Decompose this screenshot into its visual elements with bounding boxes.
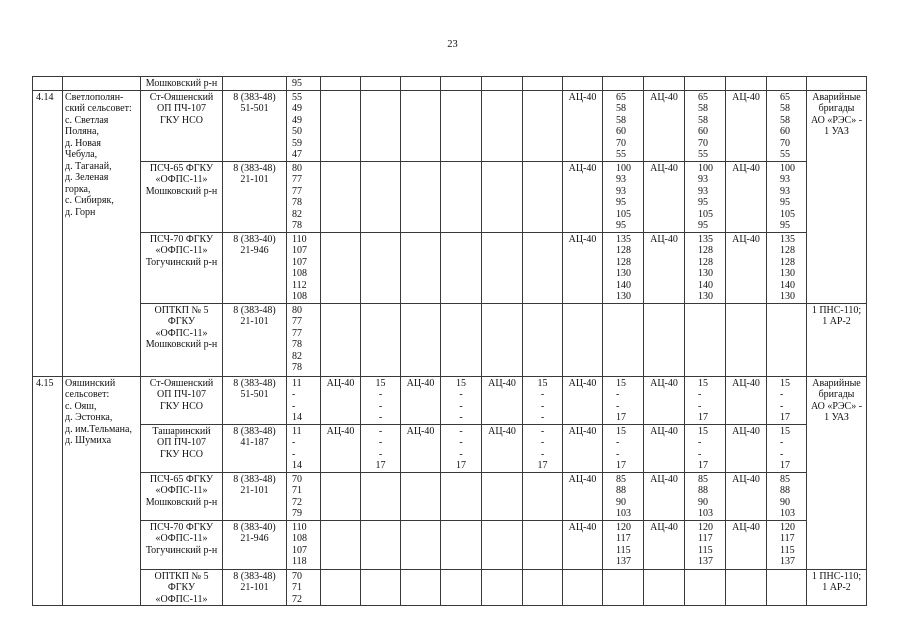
fire-unit-cell: Ст-Ояшенский ОП ПЧ-107 ГКУ НСО bbox=[141, 376, 223, 424]
time-cell: 11 - - 14 bbox=[287, 376, 321, 424]
empty-cell bbox=[523, 520, 563, 569]
time-cell: 70 71 72 bbox=[287, 569, 321, 606]
empty-cell bbox=[441, 90, 482, 161]
values-cell: 85 88 90 103 bbox=[685, 472, 726, 520]
vehicle-cell: АЦ-40 bbox=[726, 90, 767, 161]
table-row bbox=[33, 520, 867, 569]
time-cell: 70 71 72 79 bbox=[287, 472, 321, 520]
empty-cell bbox=[482, 232, 523, 303]
fire-unit-cell: ПСЧ-65 ФГКУ «ОФПС-11» Мошковский р-н bbox=[141, 161, 223, 232]
vehicle-cell: АЦ-40 bbox=[563, 520, 603, 569]
settlement-cell: Светлополян- ский сельсовет: с. Светлая Поляна, д. Новая Чебула, д. Таганай, д. Зеленая горка, с. Сибиряк, д. Горн bbox=[63, 90, 141, 376]
empty-cell bbox=[644, 303, 685, 376]
empty-cell bbox=[361, 569, 401, 606]
empty-cell bbox=[482, 161, 523, 232]
vehicle-cell: АЦ-40 bbox=[563, 90, 603, 161]
empty-cell bbox=[401, 232, 441, 303]
table-row bbox=[33, 90, 867, 161]
empty-cell bbox=[523, 90, 563, 161]
empty-cell bbox=[441, 520, 482, 569]
phone-cell: 8 (383-48) 21-101 bbox=[223, 161, 287, 232]
vehicle-cell: АЦ-40 bbox=[726, 424, 767, 472]
values-cell: 120 117 115 137 bbox=[603, 520, 644, 569]
empty-cell bbox=[401, 569, 441, 606]
empty-cell bbox=[321, 161, 361, 232]
empty-cell bbox=[401, 303, 441, 376]
fire-unit-cell: Ташаринский ОП ПЧ-107 ГКУ НСО bbox=[141, 424, 223, 472]
empty-cell bbox=[523, 232, 563, 303]
empty-cell bbox=[321, 77, 361, 91]
values-cell: 100 93 93 95 105 95 bbox=[603, 161, 644, 232]
time-cell: 110 107 107 108 112 108 bbox=[287, 232, 321, 303]
values-cell: 85 88 90 103 bbox=[767, 472, 807, 520]
phone-cell: 8 (383-48) 21-101 bbox=[223, 303, 287, 376]
empty-cell bbox=[685, 77, 726, 91]
empty-cell bbox=[644, 77, 685, 91]
values-cell: 120 117 115 137 bbox=[767, 520, 807, 569]
phone-cell: 8 (383-48) 21-101 bbox=[223, 472, 287, 520]
values-cell: 100 93 93 95 105 95 bbox=[685, 161, 726, 232]
section-number-cell: 4.14 bbox=[33, 90, 63, 376]
phone-cell: 8 (383-48) 51-501 bbox=[223, 376, 287, 424]
empty-cell bbox=[441, 303, 482, 376]
empty-cell bbox=[361, 161, 401, 232]
empty-cell bbox=[603, 303, 644, 376]
empty-cell bbox=[401, 472, 441, 520]
empty-cell bbox=[441, 472, 482, 520]
values-cell: 65 58 58 60 70 55 bbox=[767, 90, 807, 161]
values-cell: 15 - - 17 bbox=[767, 424, 807, 472]
values-cell: 15 - - - bbox=[441, 376, 482, 424]
time-cell: 55 49 49 50 59 47 bbox=[287, 90, 321, 161]
values-cell: 15 - - 17 bbox=[767, 376, 807, 424]
values-cell: - - - 17 bbox=[523, 424, 563, 472]
empty-cell bbox=[523, 161, 563, 232]
empty-cell bbox=[685, 303, 726, 376]
time-cell: 80 77 77 78 82 78 bbox=[287, 303, 321, 376]
note-cell: 1 ПНС-110; 1 АР-2 bbox=[807, 303, 867, 376]
empty-cell bbox=[482, 303, 523, 376]
table-body bbox=[33, 77, 867, 606]
note-cell: 1 ПНС-110; 1 АР-2 bbox=[807, 569, 867, 606]
time-cell: 95 bbox=[287, 77, 321, 91]
table-row bbox=[33, 376, 867, 424]
empty-cell bbox=[563, 303, 603, 376]
empty-cell bbox=[726, 77, 767, 91]
table-row bbox=[33, 303, 867, 376]
vehicle-cell: АЦ-40 bbox=[563, 376, 603, 424]
values-cell: 15 - - 17 bbox=[685, 376, 726, 424]
vehicle-cell: АЦ-40 bbox=[644, 472, 685, 520]
empty-cell bbox=[321, 472, 361, 520]
empty-cell bbox=[361, 90, 401, 161]
page-number: 23 bbox=[447, 39, 458, 50]
empty-cell bbox=[361, 232, 401, 303]
vehicle-cell: АЦ-40 bbox=[401, 424, 441, 472]
vehicle-cell: АЦ-40 bbox=[644, 376, 685, 424]
settlement-cell: Ояшинский сельсовет: с. Ояш, д. Эстонка, д. им.Тельмана, д. Шумиха bbox=[63, 376, 141, 606]
fire-unit-cell: Ст-Ояшенский ОП ПЧ-107 ГКУ НСО bbox=[141, 90, 223, 161]
empty-cell bbox=[321, 303, 361, 376]
time-cell: 80 77 77 78 82 78 bbox=[287, 161, 321, 232]
phone-cell: 8 (383-48) 51-501 bbox=[223, 90, 287, 161]
section-number-cell: 4.15 bbox=[33, 376, 63, 606]
values-cell: 135 128 128 130 140 130 bbox=[685, 232, 726, 303]
empty-cell bbox=[807, 77, 867, 91]
empty-cell bbox=[482, 569, 523, 606]
vehicle-cell: АЦ-40 bbox=[321, 376, 361, 424]
empty-cell bbox=[321, 520, 361, 569]
empty-cell bbox=[523, 472, 563, 520]
time-cell: 110 108 107 118 bbox=[287, 520, 321, 569]
empty-cell bbox=[361, 303, 401, 376]
empty-cell bbox=[361, 77, 401, 91]
empty-cell bbox=[767, 303, 807, 376]
empty-cell bbox=[441, 569, 482, 606]
vehicle-cell: АЦ-40 bbox=[726, 376, 767, 424]
values-cell: 85 88 90 103 bbox=[603, 472, 644, 520]
empty-cell bbox=[767, 77, 807, 91]
phone-cell: 8 (383-40) 21-946 bbox=[223, 520, 287, 569]
empty-cell bbox=[223, 77, 287, 91]
time-cell: 11 - - 14 bbox=[287, 424, 321, 472]
empty-cell bbox=[361, 472, 401, 520]
phone-cell: 8 (383-48) 41-187 bbox=[223, 424, 287, 472]
vehicle-cell: АЦ-40 bbox=[726, 161, 767, 232]
table-row bbox=[33, 232, 867, 303]
vehicle-cell: АЦ-40 bbox=[726, 472, 767, 520]
empty-cell bbox=[401, 77, 441, 91]
vehicle-cell: АЦ-40 bbox=[563, 472, 603, 520]
empty-cell bbox=[563, 569, 603, 606]
note-cell: Аварийные бригады АО «РЭС» - 1 УАЗ bbox=[807, 90, 867, 303]
phone-cell: 8 (383-48) 21-101 bbox=[223, 569, 287, 606]
vehicle-cell: АЦ-40 bbox=[644, 161, 685, 232]
empty-cell bbox=[685, 569, 726, 606]
empty-cell bbox=[441, 77, 482, 91]
empty-cell bbox=[482, 472, 523, 520]
fire-unit-cell: ПСЧ-70 ФГКУ «ОФПС-11» Тогучинский р-н bbox=[141, 520, 223, 569]
vehicle-cell: АЦ-40 bbox=[726, 520, 767, 569]
empty-cell bbox=[441, 232, 482, 303]
empty-cell bbox=[563, 77, 603, 91]
empty-cell bbox=[767, 569, 807, 606]
vehicle-cell: АЦ-40 bbox=[482, 376, 523, 424]
empty-cell bbox=[361, 520, 401, 569]
fire-unit-cell: Мошковский р-н bbox=[141, 77, 223, 91]
values-cell: - - - 17 bbox=[441, 424, 482, 472]
empty-cell bbox=[523, 303, 563, 376]
values-cell: 15 - - - bbox=[361, 376, 401, 424]
empty-cell bbox=[523, 569, 563, 606]
values-cell: 15 - - 17 bbox=[603, 424, 644, 472]
values-cell: - - - 17 bbox=[361, 424, 401, 472]
table-row bbox=[33, 472, 867, 520]
vehicle-cell: АЦ-40 bbox=[563, 424, 603, 472]
empty-cell bbox=[603, 569, 644, 606]
values-cell: 15 - - 17 bbox=[603, 376, 644, 424]
values-cell: 100 93 93 95 105 95 bbox=[767, 161, 807, 232]
empty-cell bbox=[482, 520, 523, 569]
fire-unit-cell: ОПТКП № 5 ФГКУ «ОФПС-11» bbox=[141, 569, 223, 606]
empty-cell bbox=[401, 161, 441, 232]
vehicle-cell: АЦ-40 bbox=[321, 424, 361, 472]
vehicle-cell: АЦ-40 bbox=[563, 232, 603, 303]
empty-cell bbox=[401, 90, 441, 161]
empty-cell bbox=[63, 77, 141, 91]
empty-cell bbox=[726, 569, 767, 606]
fire-unit-cell: ПСЧ-65 ФГКУ «ОФПС-11» Мошковский р-н bbox=[141, 472, 223, 520]
vehicle-cell: АЦ-40 bbox=[563, 161, 603, 232]
phone-cell: 8 (383-40) 21-946 bbox=[223, 232, 287, 303]
vehicle-cell: АЦ-40 bbox=[482, 424, 523, 472]
empty-cell bbox=[644, 569, 685, 606]
empty-cell bbox=[523, 77, 563, 91]
vehicle-cell: АЦ-40 bbox=[726, 232, 767, 303]
values-cell: 120 117 115 137 bbox=[685, 520, 726, 569]
table-row bbox=[33, 424, 867, 472]
table-row bbox=[33, 161, 867, 232]
fire-unit-cell: ОПТКП № 5 ФГКУ «ОФПС-11» Мошковский р-н bbox=[141, 303, 223, 376]
empty-cell bbox=[482, 77, 523, 91]
values-cell: 135 128 128 130 140 130 bbox=[767, 232, 807, 303]
fire-unit-cell: ПСЧ-70 ФГКУ «ОФПС-11» Тогучинский р-н bbox=[141, 232, 223, 303]
vehicle-cell: АЦ-40 bbox=[401, 376, 441, 424]
table-row bbox=[33, 77, 867, 91]
note-cell: Аварийные бригады АО «РЭС» - 1 УАЗ bbox=[807, 376, 867, 569]
empty-cell bbox=[726, 303, 767, 376]
empty-cell bbox=[603, 77, 644, 91]
empty-cell bbox=[33, 77, 63, 91]
table-row bbox=[33, 569, 867, 606]
empty-cell bbox=[401, 520, 441, 569]
values-cell: 65 58 58 60 70 55 bbox=[603, 90, 644, 161]
empty-cell bbox=[441, 161, 482, 232]
empty-cell bbox=[321, 569, 361, 606]
values-cell: 15 - - - bbox=[523, 376, 563, 424]
vehicle-cell: АЦ-40 bbox=[644, 90, 685, 161]
empty-cell bbox=[482, 90, 523, 161]
vehicle-cell: АЦ-40 bbox=[644, 232, 685, 303]
vehicle-cell: АЦ-40 bbox=[644, 520, 685, 569]
vehicle-cell: АЦ-40 bbox=[644, 424, 685, 472]
empty-cell bbox=[321, 232, 361, 303]
values-cell: 65 58 58 60 70 55 bbox=[685, 90, 726, 161]
values-cell: 135 128 128 130 140 130 bbox=[603, 232, 644, 303]
data-table bbox=[32, 76, 867, 606]
empty-cell bbox=[321, 90, 361, 161]
values-cell: 15 - - 17 bbox=[685, 424, 726, 472]
